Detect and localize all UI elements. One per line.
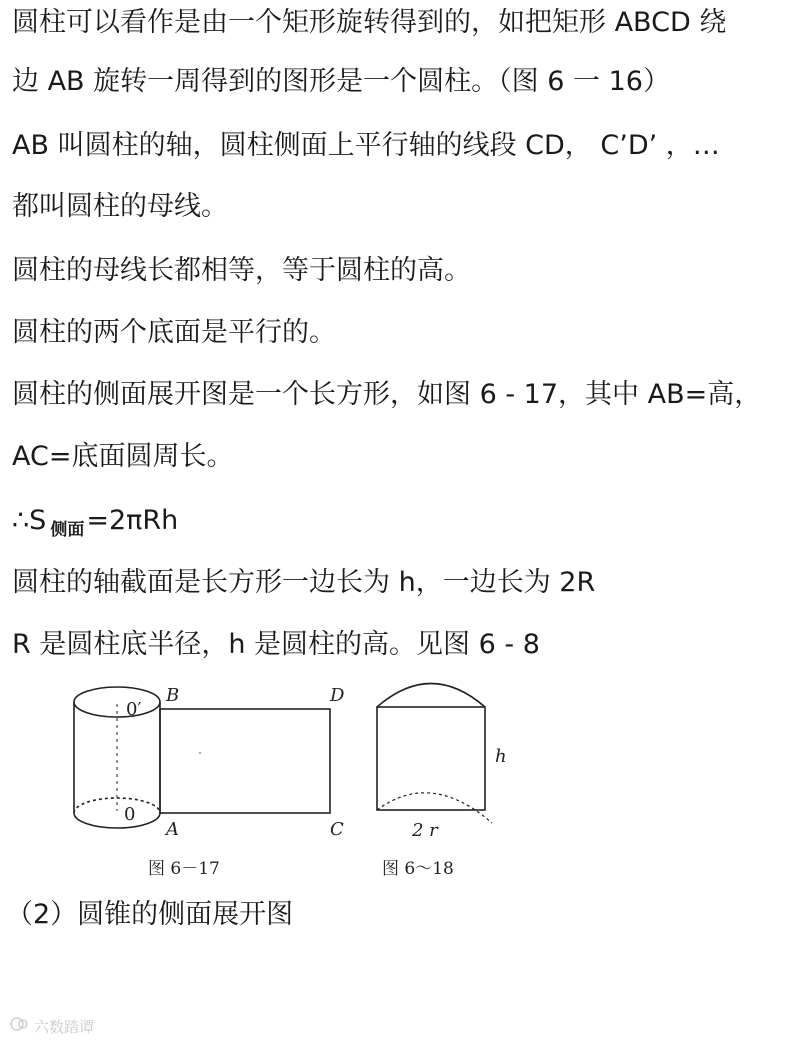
label-2r: 2 r: [412, 820, 438, 841]
text-line-6: 圆柱的两个底面是平行的。: [12, 317, 336, 348]
label-D: D: [330, 685, 345, 706]
formula-subscript: 侧面: [50, 520, 85, 540]
label-C: C: [330, 819, 344, 840]
label-bottom-center: 0: [124, 804, 136, 825]
text-line-5: 圆柱的母线长都相等，等于圆柱的高。: [12, 255, 471, 286]
formula-suffix: =2πRh: [86, 505, 179, 536]
text-line-3: AB 叫圆柱的轴，圆柱侧面上平行轴的线段 CD， C’D’ ，…: [12, 130, 720, 161]
figures-svg: [0, 680, 793, 880]
unrolled-rectangle: [160, 709, 330, 813]
figure-6-18: [377, 684, 492, 824]
axial-bottom-dashed-arc: [377, 793, 492, 823]
formula-prefix: ∴S: [12, 505, 47, 536]
watermark-text: 六数踏谭: [34, 1018, 95, 1036]
figure-6-18-labels: [382, 746, 507, 879]
axial-top-arc: [377, 684, 485, 708]
cylinder-bottom-front-arc: [74, 813, 160, 828]
figure-6-17-labels: [124, 685, 345, 879]
axial-rectangle: [377, 707, 485, 810]
label-A: A: [166, 819, 179, 840]
formula-line: [12, 504, 178, 547]
figures-area: [0, 680, 793, 880]
text-line-11: R 是圆柱底半径，h 是圆柱的高。见图 6 - 8: [12, 629, 540, 660]
text-line-10: 圆柱的轴截面是长方形一边长为 h，一边长为 2R: [12, 567, 596, 598]
text-line-1: 圆柱可以看作是由一个矩形旋转得到的，如把矩形 ABCD 绕: [12, 7, 727, 38]
label-h: h: [495, 746, 507, 767]
figure-6-17: [74, 687, 330, 828]
caption-6-17: 图 6－17: [148, 859, 220, 879]
watermark-logo-icon: [10, 1016, 30, 1036]
text-line-4: 都叫圆柱的母线。: [12, 191, 228, 222]
text-line-8: AC=底面圆周长。: [12, 441, 234, 472]
unrolled-center-dot: [199, 752, 201, 754]
watermark: [10, 1016, 94, 1037]
text-line-7: 圆柱的侧面展开图是一个长方形，如图 6 - 17，其中 AB=高，: [12, 379, 762, 410]
section-title: （2）圆锥的侧面展开图: [6, 899, 294, 930]
text-line-2: 边 AB 旋转一周得到的图形是一个圆柱。（图 6 一 16）: [12, 66, 670, 97]
label-top-center: 0′: [126, 699, 142, 720]
caption-6-18: 图 6～18: [382, 859, 454, 879]
label-B: B: [166, 685, 180, 706]
